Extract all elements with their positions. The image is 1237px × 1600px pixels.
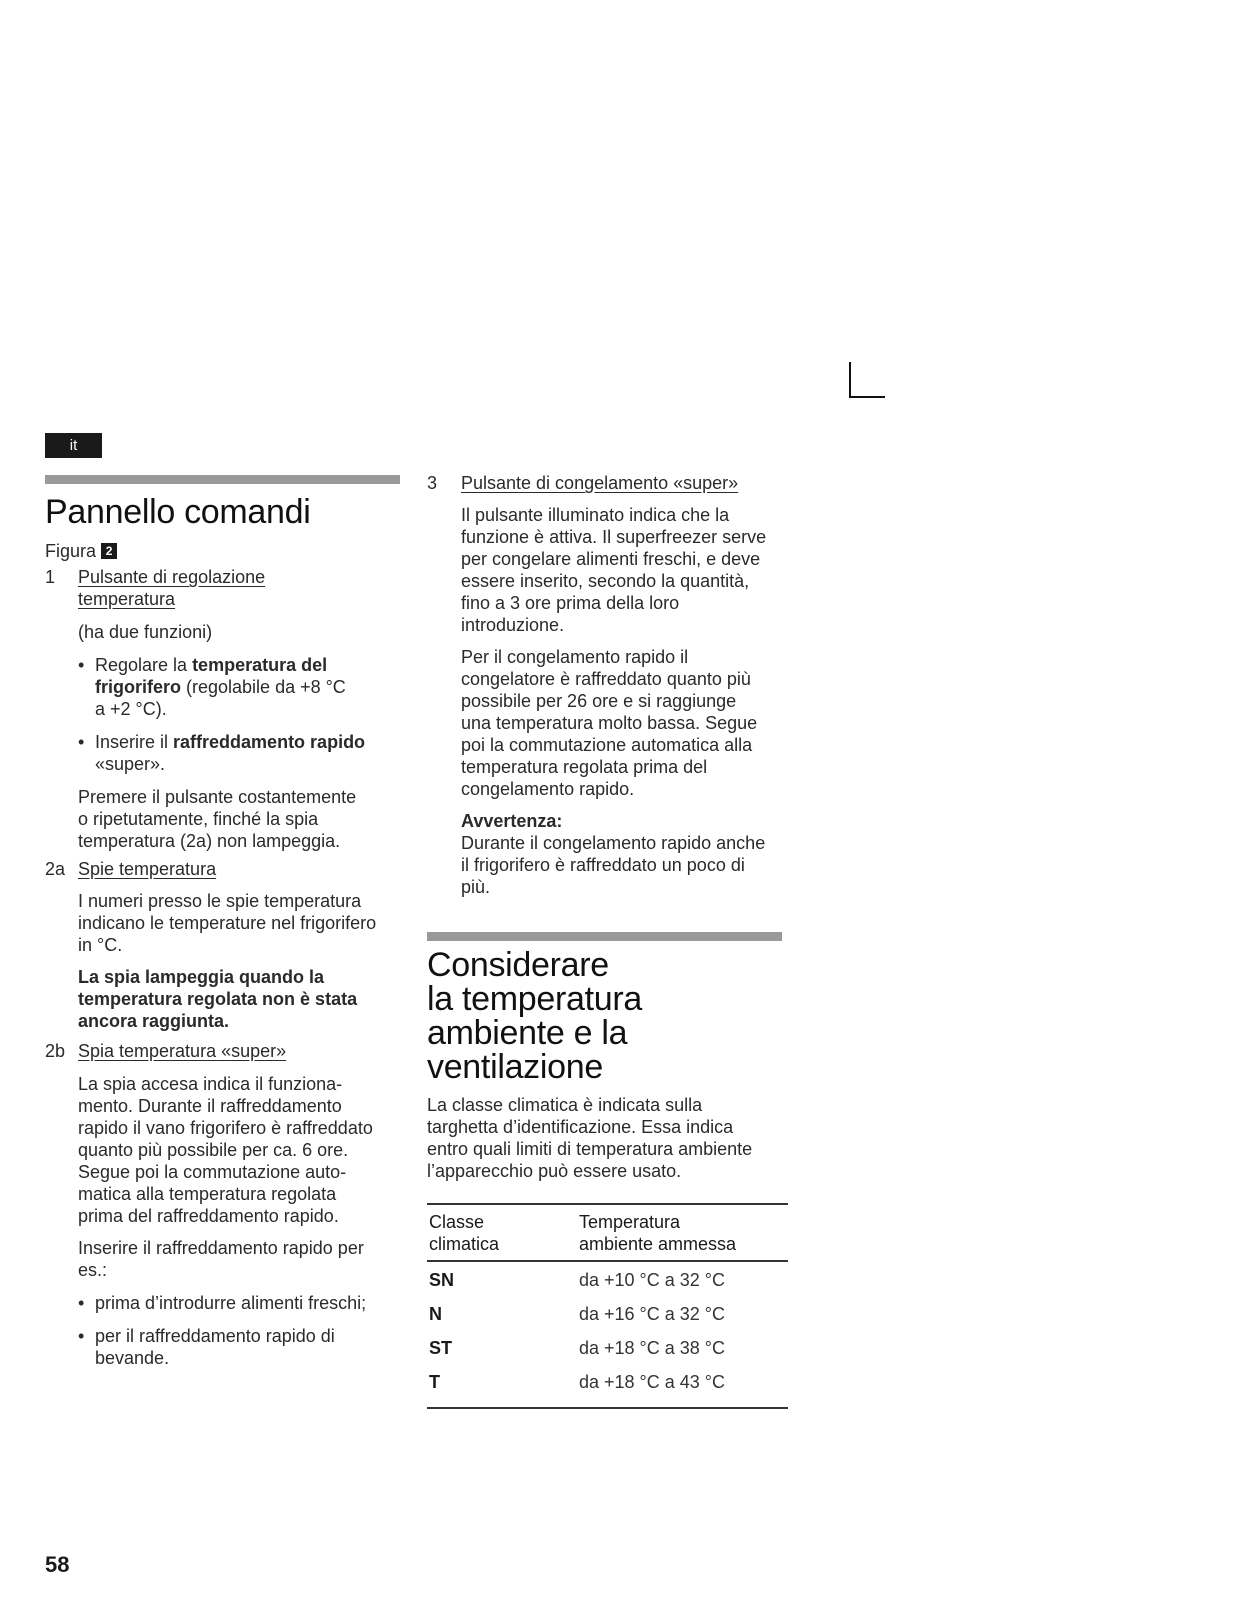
bullet-item: • Inserire il raffreddamento rapido «super». xyxy=(78,731,408,775)
item-title: temperatura xyxy=(78,589,176,609)
page-number: 58 xyxy=(45,1552,70,1577)
item-title: Spie temperatura xyxy=(78,859,217,879)
bullet-item: • per il raffreddamento rapido di bevande. xyxy=(78,1325,408,1369)
figure-reference xyxy=(45,540,117,562)
item-1 xyxy=(45,566,405,610)
item-2b xyxy=(45,1040,405,1062)
climate-table xyxy=(427,1203,788,1409)
item-subtitle: (ha due funzioni) xyxy=(78,622,213,642)
language-tab: it xyxy=(45,433,102,458)
table-row: SN da +10 °C a 32 °C xyxy=(429,1270,725,1290)
item-2a-body xyxy=(78,890,408,1032)
item-number: 1 xyxy=(45,567,56,587)
intro-paragraph: La classe climatica è indicata sulla targhetta d’identificazione. Essa indica entro quali limiti di temperatura ambiente l’apparecchio può essere usato. xyxy=(427,1095,753,1181)
bold-paragraph: La spia lampeggia quando la temperatura regolata non è stata ancora raggiunta. xyxy=(78,967,358,1031)
bullet-item: • Regolare la temperatura del frigorifero (regolabile da +8 °C a +2 °C). xyxy=(78,654,408,720)
paragraph: I numeri presso le spie temperatura indicano le temperature nel frigorifero in °C. xyxy=(78,891,377,955)
item-title: Pulsante di congelamento «super» xyxy=(461,473,739,493)
item-number: 2b xyxy=(45,1041,66,1061)
item-2b-body xyxy=(78,1073,408,1369)
paragraph: Inserire il raffreddamento rapido per es.: xyxy=(78,1238,364,1280)
item-3-body xyxy=(461,504,801,898)
header-temperatura: Temperatura ambiente ammessa xyxy=(579,1212,737,1254)
paragraph: Per il congelamento rapido il congelatore è raffreddato quanto più possibile per 26 ore e si raggiunge una temperatura molto bassa. Segue poi la commutazione automatica alla temperatura regolata prima del congelamento rapido. xyxy=(461,647,758,799)
paragraph: Il pulsante illuminato indica che la funzione è attiva. Il superfreezer serve per congelare alimenti freschi, e deve essere inserito, secondo la quantità, fino a 3 ore prima della loro introduzione. xyxy=(461,505,767,635)
item-1-body xyxy=(78,621,408,852)
item-3 xyxy=(427,472,797,494)
table-row: ST da +18 °C a 38 °C xyxy=(429,1338,725,1358)
table-header xyxy=(427,1203,788,1262)
table-row: N da +16 °C a 32 °C xyxy=(429,1304,725,1324)
table-row: T da +18 °C a 43 °C xyxy=(429,1372,725,1392)
section-rule xyxy=(45,475,400,484)
item-number: 3 xyxy=(427,473,438,493)
paragraph: Premere il pulsante costantemente o ripetutamente, finché la spia temperatura (2a) non lampeggia. xyxy=(78,787,357,851)
item-number: 2a xyxy=(45,859,66,879)
note-text: Durante il congelamento rapido anche il frigorifero è raffreddato un poco di più. xyxy=(461,833,766,897)
item-title: Spia temperatura «super» xyxy=(78,1041,287,1061)
note-label: Avvertenza: xyxy=(461,811,563,831)
table-body xyxy=(427,1262,788,1409)
section-title-pannello: Pannello comandi xyxy=(45,493,311,531)
header-classe: Classe climatica xyxy=(429,1212,500,1254)
item-2a xyxy=(45,858,405,880)
bullet-item: • prima d’introdurre alimenti freschi; xyxy=(78,1292,408,1314)
section-rule xyxy=(427,932,782,941)
paragraph: La spia accesa indica il funziona- mento. Durante il raffreddamento rapido il vano frigorifero è raffreddato quanto più possibile per ca. 6 ore. Segue poi la commutazione auto- matica alla temperatura regolata prima del raffreddamento rapido. xyxy=(78,1074,373,1226)
item-title: Pulsante di regolazione xyxy=(78,567,266,587)
figure-label: Figura xyxy=(45,541,97,561)
crop-mark xyxy=(849,362,885,398)
section-title-temperatura: Considerare la temperatura ambiente e la ventilazione xyxy=(427,946,643,1086)
figure-number: 2 xyxy=(101,543,117,559)
